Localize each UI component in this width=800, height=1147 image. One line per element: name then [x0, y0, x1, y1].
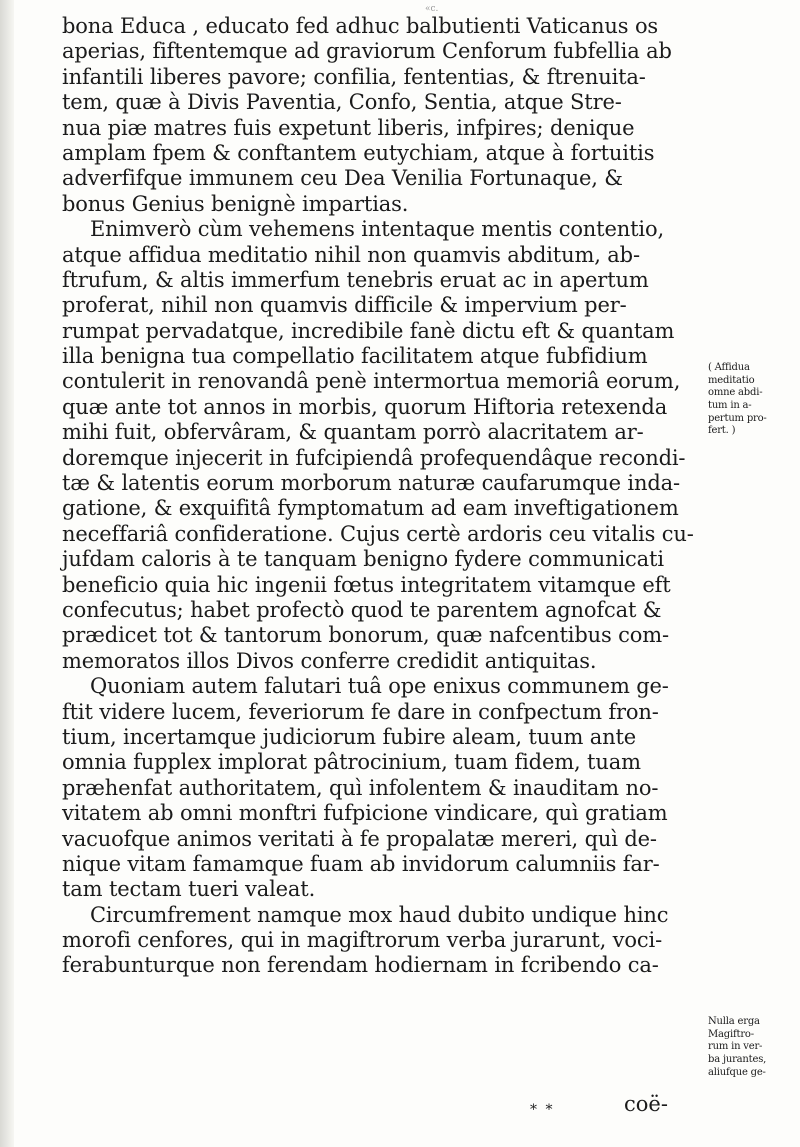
text-line: quæ ante tot annos in morbis, quorum Hiftoria retexenda	[62, 394, 668, 419]
text-line: tem, quæ à Divis Paventia, Confo, Sentia, atque Stre-	[62, 90, 622, 115]
text-line: nique vitam famamque fuam ab invidorum calumniis far-	[62, 851, 660, 876]
margin-note-magistrorum	[708, 1016, 800, 1079]
text-line: tium, incertamque judiciorum fubire aleam, tuum ante	[62, 724, 637, 749]
text-line: neceffariâ confideratione. Cujus certè ardoris ceu vitalis cu-	[62, 521, 694, 546]
margin-note-meditatio	[708, 362, 800, 438]
page-gutter	[0, 0, 14, 1147]
text-line: Circumfrement namque mox haud dubito undique hinc	[90, 902, 669, 927]
text-line: tæ & latentis eorum morborum naturæ caufarumque inda-	[62, 471, 680, 496]
main-text	[62, 14, 702, 979]
text-line: bona Educa , educato fed adhuc balbutienti Vaticanus os	[62, 14, 659, 38]
text-line: ftrufum, & altis immerfum tenebris eruat ac in apertum	[62, 267, 649, 292]
text-line: prædicet tot & tantorum bonorum, quæ nafcentibus com-	[62, 623, 669, 648]
margin-note-line: meditatio	[708, 374, 755, 386]
text-line: adverfifque immunem ceu Dea Venilia Fortunaque, &	[62, 166, 623, 191]
text-line: morofi cenfores, qui in magiftrorum verba jurarunt, voci-	[62, 928, 663, 953]
text-line: infantili liberes pavore; confilia, fententias, & ftrenuita-	[62, 64, 646, 89]
text-line: tam tectam tueri valeat.	[62, 877, 316, 902]
margin-note-line: fert. )	[708, 425, 736, 437]
text-line: aperias, fiftentemque ad graviorum Cenforum fubfellia ab	[62, 39, 672, 64]
text-line: Enimverò cùm vehemens intentaque mentis contentio,	[90, 217, 664, 242]
margin-note-line: aliufque ge-	[708, 1066, 766, 1078]
text-line: doremque injecerit in fufcipiendâ profequendâque recondi-	[62, 445, 686, 470]
text-line: contulerit in renovandâ penè intermortua memoriâ eorum,	[62, 369, 681, 394]
text-line: rumpat pervadatque, incredibile fanè dictu eft & quantam	[62, 318, 675, 343]
text-line: præhenfat authoritatem, quì infolentem & inauditam no-	[62, 775, 659, 800]
text-line: vitatem ab omni monftri fufpicione vindicare, quì gratiam	[62, 801, 668, 826]
text-line: gatione, & exquifitâ fymptomatum ad eam inveftigationem	[62, 496, 679, 521]
text-line: beneficio quia hic ingenii fœtus integritatem vitamque eft	[62, 572, 671, 597]
margin-note-line: ba jurantes,	[708, 1054, 767, 1066]
top-ink-mark: «c.	[425, 4, 439, 14]
signature-mark: * *	[530, 1102, 555, 1118]
margin-note-line: rum in ver-	[708, 1041, 763, 1053]
margin-note-line: ( Affidua	[708, 362, 750, 373]
margin-note-line: pertum pro-	[708, 412, 767, 424]
text-line: mihi fuit, obfervâram, & quantam porrò alacritatem ar-	[62, 420, 644, 445]
text-line: illa benigna tua compellatio facilitatem atque fubfidium	[62, 344, 648, 369]
text-line: proferat, nihil non quamvis difficile & impervium per-	[62, 293, 627, 318]
text-line: memoratos illos Divos conferre credidit antiquitas.	[62, 648, 597, 673]
text-line: atque affidua meditatio nihil non quamvis abditum, ab-	[62, 242, 640, 267]
margin-note-line: omne abdi-	[708, 387, 763, 399]
margin-note-line: tum in a-	[708, 400, 752, 412]
text-line: ferabunturque non ferendam hodiernam in fcribendo ca-	[62, 953, 659, 978]
text-line: ftit videre lucem, feveriorum fe dare in confpectum fron-	[62, 699, 659, 724]
text-line: confecutus; habet profectò quod te parentem agnofcat &	[62, 597, 662, 622]
text-line: jufdam caloris à te tanquam benigno fydere communicati	[62, 547, 664, 572]
text-line: bonus Genius benignè impartias.	[62, 191, 409, 216]
text-line: amplam fpem & conftantem eutychiam, atque à fortuitis	[62, 140, 655, 165]
margin-note-line: Nulla erga	[708, 1016, 760, 1027]
text-line: nua piæ matres fuis expetunt liberis, infpires; denique	[62, 115, 635, 140]
text-line: omnia fupplex implorat pâtrocinium, tuam fidem, tuam	[62, 750, 641, 775]
catchword: coë-	[624, 1092, 668, 1116]
text-line: Quoniam autem falutari tuâ ope enixus communem ge-	[90, 674, 669, 699]
margin-note-line: Magiftro-	[708, 1028, 754, 1040]
text-line: vacuofque animos veritati à fe propalatæ mereri, quì de-	[62, 826, 657, 851]
